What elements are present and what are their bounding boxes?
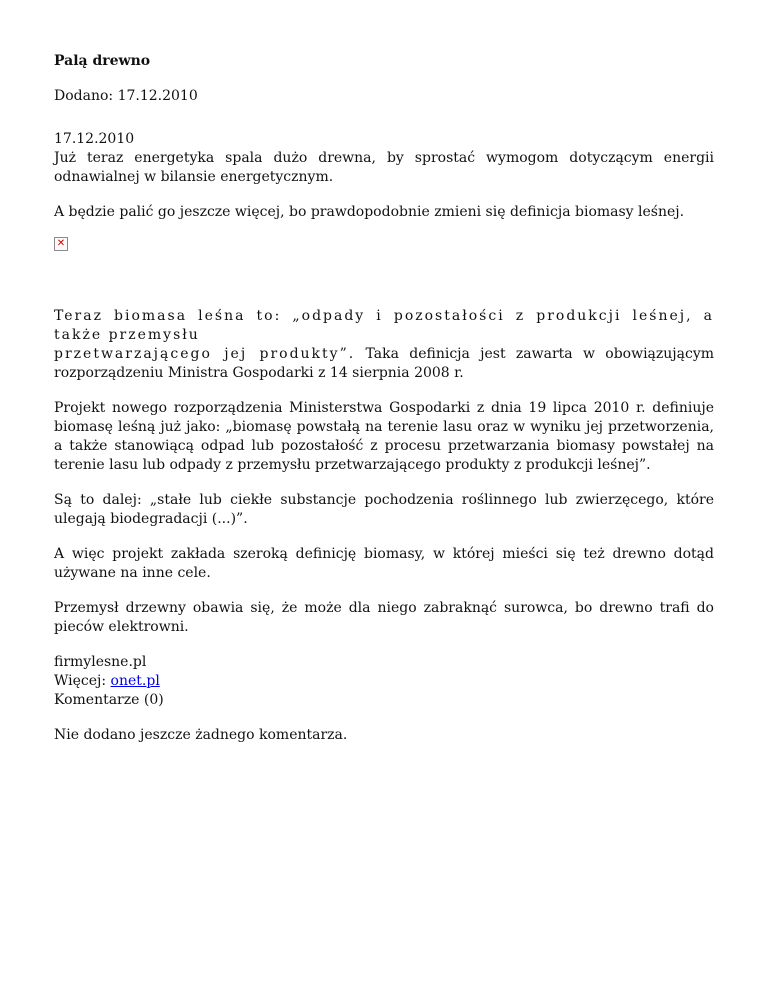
paragraph-4: Projekt nowego rozporządzenia Ministerstwa Gospodarki z dnia 19 lipca 2010 r. definiuje biomasę leśną już jako: „biomasę powstałą na terenie lasu oraz w wyniku jej przetworzenia, a także stanowiącą odpad lub pozostałość z procesu przetwarzania biomasy powstałej na terenie lasu lub odpady z przemysłu przetwarzającego produkty z produkcji leśnej”. [54, 400, 714, 473]
article [54, 52, 714, 745]
paragraph-5: Są to dalej: „stałe lub ciekłe substancje pochodzenia roślinnego lub zwierzęcego, które ulegają biodegradacji (...)”. [54, 492, 714, 527]
more-link[interactable]: onet.pl [110, 673, 160, 689]
paragraph-2: A będzie palić go jeszcze więcej, bo prawdopodobnie zmieni się definicja biomasy leśnej. [54, 204, 685, 220]
added-date: 17.12.2010 [117, 88, 198, 104]
comments-label: Komentarze (0) [54, 692, 164, 708]
added-label: Dodano: [54, 88, 114, 104]
paragraph-7: Przemysł drzewny obawia się, że może dla niego zabraknąć surowca, bo drewno trafi do pieców elektrowni. [54, 600, 714, 635]
added-date-line [54, 87, 714, 106]
more-line [54, 672, 714, 691]
image-area [54, 251, 714, 307]
paragraph-1: Już teraz energetyka spala dużo drewna, by sprostać wymogom dotyczącym energii odnawialnej w bilansie energetycznym. [54, 150, 714, 185]
article-date: 17.12.2010 [54, 131, 135, 147]
paragraph-3-rest: Taka definicja jest zawarta w obowiązującym rozporządzeniu Ministra Gospodarki z 14 sierpnia 2008 r. [54, 346, 714, 381]
broken-image-icon: ✕ [54, 237, 68, 251]
paragraph-3-quote-line-1: Teraz biomasa leśna to: „odpady i pozostałości z produkcji leśnej, a także przemysłu [54, 308, 714, 343]
article-title: Palą drewno [54, 53, 151, 69]
more-label: Więcej: [54, 673, 107, 689]
no-comments-message: Nie dodano jeszcze żadnego komentarza. [54, 727, 348, 743]
paragraph-3 [54, 307, 714, 383]
paragraph-3-quote-line-2: przetwarzającego jej produkty”. [54, 346, 356, 362]
paragraph-6: A więc projekt zakłada szeroką definicję biomasy, w której mieści się też drewno dotąd używane na inne cele. [54, 546, 714, 581]
source-line: firmylesne.pl [54, 654, 147, 670]
